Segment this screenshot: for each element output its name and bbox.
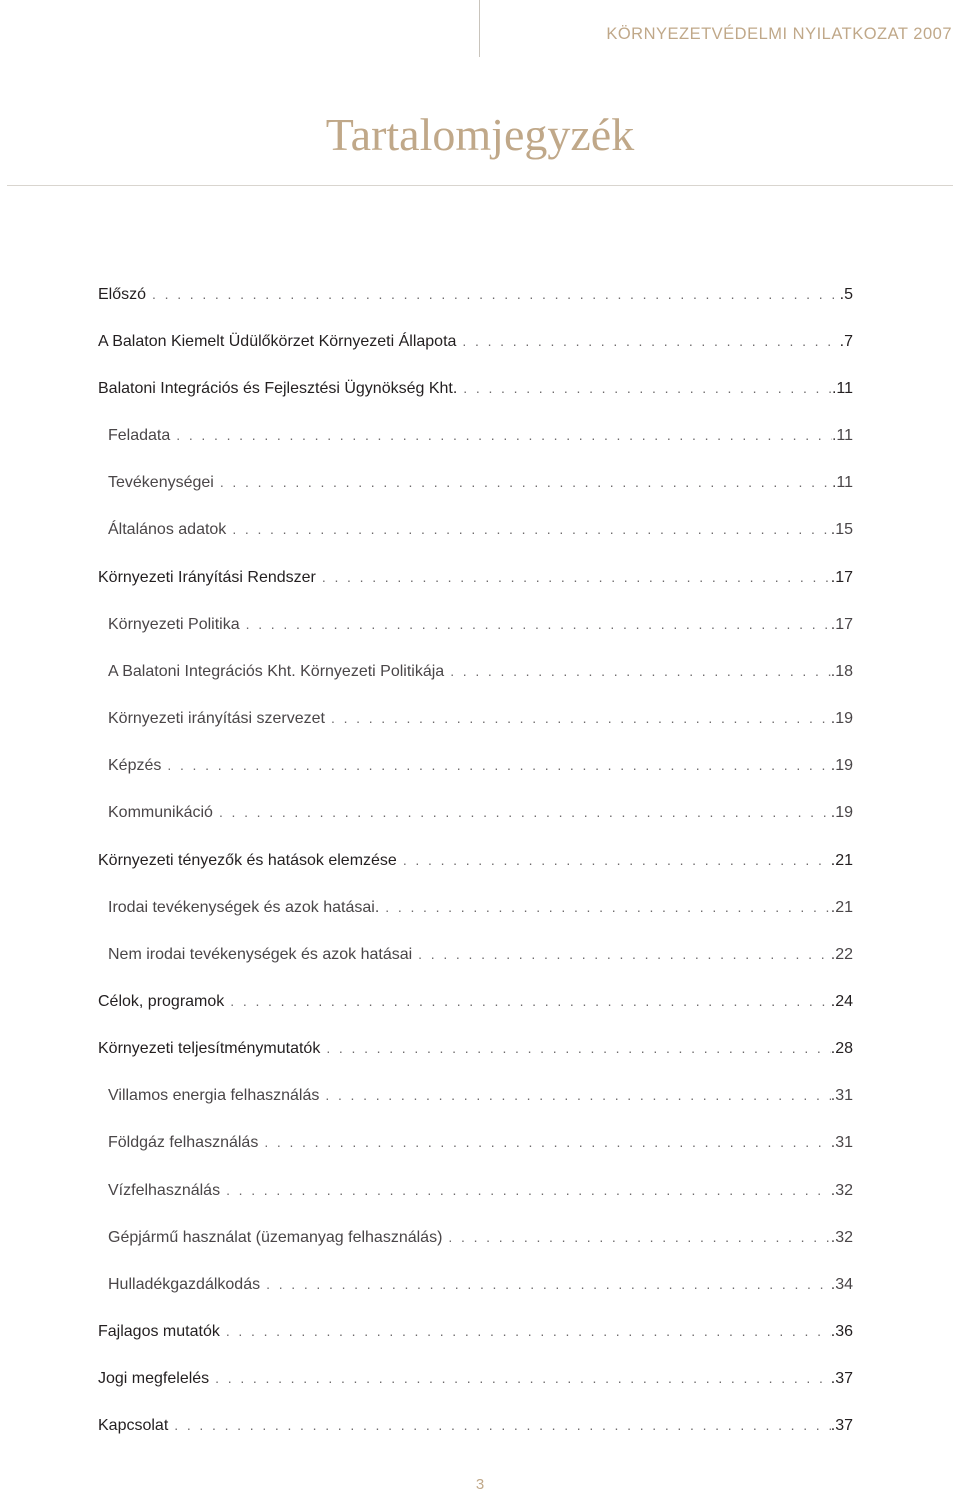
toc-leader-dots bbox=[266, 1273, 831, 1295]
page-number: 3 bbox=[475, 1476, 485, 1493]
toc-entry[interactable] bbox=[98, 1320, 853, 1342]
toc-entry-page: .18 bbox=[830, 663, 853, 680]
toc-entry-label: Villamos energia felhasználás bbox=[108, 1087, 320, 1104]
toc-leader-dots bbox=[322, 566, 831, 588]
toc-entry-label: Képzés bbox=[108, 757, 162, 774]
toc-subentry[interactable] bbox=[108, 1179, 853, 1201]
toc-entry[interactable] bbox=[98, 1414, 853, 1436]
toc-subentry[interactable] bbox=[108, 943, 853, 965]
toc-entry-page: .11 bbox=[831, 380, 853, 397]
toc-entry-page: .31 bbox=[830, 1087, 853, 1104]
toc-entry-label: Tevékenységei bbox=[108, 474, 214, 491]
toc-subentry[interactable] bbox=[108, 660, 853, 682]
toc-leader-dots bbox=[403, 849, 831, 871]
toc-subentry[interactable] bbox=[108, 1226, 853, 1248]
toc-subentry[interactable] bbox=[108, 801, 853, 823]
toc-leader-dots bbox=[450, 660, 831, 682]
toc-entry[interactable] bbox=[98, 566, 853, 588]
toc-entry-label: Előszó bbox=[98, 286, 147, 303]
toc-leader-dots bbox=[264, 1131, 830, 1153]
toc-subentry[interactable] bbox=[108, 707, 853, 729]
toc-entry[interactable] bbox=[98, 990, 853, 1012]
toc-leader-dots bbox=[331, 707, 831, 729]
toc-leader-dots bbox=[232, 518, 830, 540]
toc-subentry[interactable] bbox=[108, 1131, 853, 1153]
toc-entry[interactable] bbox=[98, 1367, 853, 1389]
toc-entry-page: .37 bbox=[830, 1417, 853, 1434]
toc-entry-label: Környezeti irányítási szervezet bbox=[108, 710, 325, 727]
toc-entry[interactable] bbox=[98, 330, 853, 352]
toc-entry-label: Általános adatok bbox=[108, 521, 227, 538]
toc-subentry[interactable] bbox=[108, 754, 853, 776]
toc-entry-page: .36 bbox=[830, 1323, 853, 1340]
toc-entry-label: Környezeti Politika bbox=[108, 616, 240, 633]
toc-entry-label: Kommunikáció bbox=[108, 804, 213, 821]
toc-entry[interactable] bbox=[98, 1037, 853, 1059]
toc-entry-label: Fajlagos mutatók bbox=[98, 1323, 220, 1340]
toc-entry-label: Gépjármű használat (üzemanyag felhasználás) bbox=[108, 1229, 443, 1246]
toc-entry-label: Környezeti Irányítási Rendszer bbox=[98, 569, 316, 586]
toc-entry-page: .34 bbox=[830, 1276, 853, 1293]
toc-subentry[interactable] bbox=[108, 471, 853, 493]
toc-entry-label: Nem irodai tevékenységek és azok hatásai bbox=[108, 946, 413, 963]
toc-entry-page: .15 bbox=[830, 521, 853, 538]
toc-leader-dots bbox=[448, 1226, 830, 1248]
page-title: Tartalomjegyzék bbox=[325, 109, 635, 160]
toc-entry-page: .17 bbox=[830, 616, 853, 633]
toc-entry-label: A Balatoni Integrációs Kht. Környezeti Politikája bbox=[108, 663, 445, 680]
toc-entry-label: A Balaton Kiemelt Üdülőkörzet Környezeti Állapota bbox=[98, 333, 457, 350]
toc-entry-label: Jogi megfelelés bbox=[98, 1370, 210, 1387]
toc-subentry[interactable] bbox=[108, 896, 853, 918]
toc-leader-dots bbox=[152, 283, 840, 305]
toc-entry-label: Balatoni Integrációs és Fejlesztési Ügynökség Kht. bbox=[98, 380, 458, 397]
toc-leader-dots bbox=[326, 1037, 830, 1059]
toc-leader-dots bbox=[230, 990, 830, 1012]
toc-entry-page: .21 bbox=[830, 899, 853, 916]
toc-leader-dots bbox=[463, 377, 832, 399]
toc-entry-page: .17 bbox=[830, 569, 853, 586]
toc-entry-page: .37 bbox=[830, 1370, 853, 1387]
toc-entry-page: .19 bbox=[830, 710, 853, 727]
toc-entry-label: Feladata bbox=[108, 427, 171, 444]
toc-leader-dots bbox=[418, 943, 831, 965]
toc-entry-label: Vízfelhasználás bbox=[108, 1182, 221, 1199]
toc-entry[interactable] bbox=[98, 849, 853, 871]
toc-subentry[interactable] bbox=[108, 613, 853, 635]
toc-entry-page: .32 bbox=[830, 1229, 853, 1246]
toc-leader-dots bbox=[226, 1320, 831, 1342]
toc-entry-page: .31 bbox=[830, 1134, 853, 1151]
toc-entry-label: Környezeti teljesítménymutatók bbox=[98, 1040, 321, 1057]
toc-leader-dots bbox=[167, 754, 830, 776]
toc-leader-dots bbox=[385, 896, 830, 918]
toc-entry-label: Hulladékgazdálkodás bbox=[108, 1276, 261, 1293]
toc-entry-page: .11 bbox=[831, 474, 853, 491]
toc-entry-page: .19 bbox=[830, 804, 853, 821]
toc-entry[interactable] bbox=[98, 283, 853, 305]
toc-entry-page: .7 bbox=[839, 333, 853, 350]
toc-entry-label: Földgáz felhasználás bbox=[108, 1134, 259, 1151]
toc-leader-dots bbox=[174, 1414, 830, 1436]
toc-leader-dots bbox=[226, 1179, 831, 1201]
toc-subentry[interactable] bbox=[108, 424, 853, 446]
toc-subentry[interactable] bbox=[108, 518, 853, 540]
toc-leader-dots bbox=[219, 801, 831, 823]
toc-entry-page: .28 bbox=[830, 1040, 853, 1057]
toc-entry-page: .11 bbox=[831, 427, 853, 444]
toc-entry-page: .21 bbox=[830, 852, 853, 869]
toc-leader-dots bbox=[325, 1084, 830, 1106]
toc-entry-page: .32 bbox=[830, 1182, 853, 1199]
toc-subentry[interactable] bbox=[108, 1084, 853, 1106]
toc-subentry[interactable] bbox=[108, 1273, 853, 1295]
toc-leader-dots bbox=[462, 330, 839, 352]
toc-entry-page: .5 bbox=[839, 286, 853, 303]
toc-leader-dots bbox=[220, 471, 832, 493]
toc-leader-dots bbox=[176, 424, 832, 446]
toc-entry-label: Irodai tevékenységek és azok hatásai. bbox=[108, 899, 380, 916]
toc-entry[interactable] bbox=[98, 377, 853, 399]
toc-leader-dots bbox=[215, 1367, 831, 1389]
running-header-title: KÖRNYEZETVÉDELMI NYILATKOZAT 2007 bbox=[606, 25, 952, 43]
toc-entry-label: Célok, programok bbox=[98, 993, 225, 1010]
toc-entry-page: .19 bbox=[830, 757, 853, 774]
toc-entry-page: .24 bbox=[830, 993, 853, 1010]
toc-entry-label: Kapcsolat bbox=[98, 1417, 169, 1434]
toc-entry-page: .22 bbox=[830, 946, 853, 963]
toc-entry-label: Környezeti tényezők és hatások elemzése bbox=[98, 852, 397, 869]
toc-leader-dots bbox=[246, 613, 831, 635]
